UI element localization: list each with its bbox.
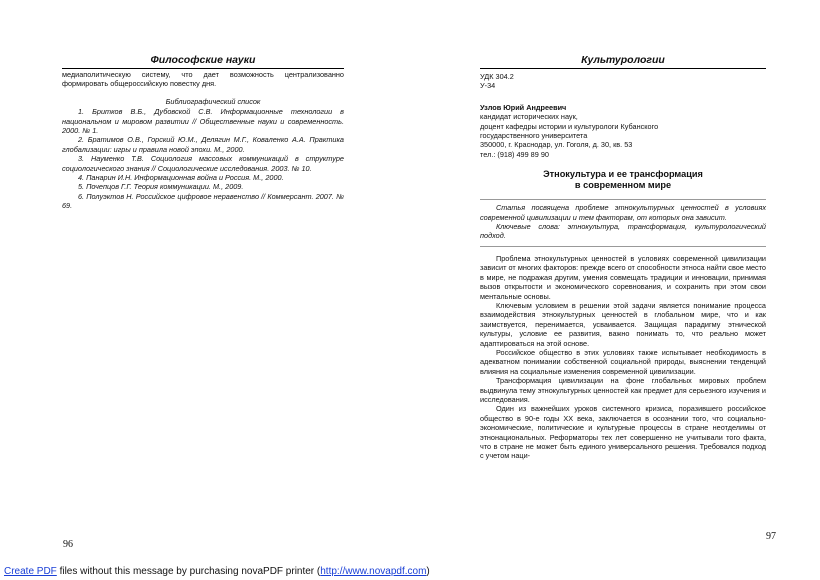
right-page (410, 0, 820, 560)
footer-close-paren: ) (426, 566, 430, 577)
pdf-watermark-footer (4, 566, 430, 577)
keywords-text: Ключевые слова: этнокультура, трансформация, культурологический подход. (480, 222, 766, 241)
article-title-line: Этнокультура и ее трансформация (543, 169, 703, 180)
udk-code: УДК 304.2 (480, 72, 514, 81)
right-column (480, 72, 766, 461)
author-name: Узлов Юрий Андреевич (480, 102, 567, 112)
bibliography-title: Библиографический список (165, 96, 261, 106)
bibliography-item: 2. Братимов О.В., Горский Ю.М., Делягин М.Г., Коваленко А.А. Практика глобализации: игры и правила новой эпохи. М., 2000. (62, 135, 344, 154)
footer-text: files without this message by purchasing novaPDF printer ( (56, 566, 321, 577)
author-info-line: доцент кафедры истории и культурологи Кубанского (480, 121, 659, 131)
author-info-line: государственного университета (480, 131, 588, 141)
abstract-text: Статья посвящена проблеме этнокультурных ценностей в условиях современной цивилизации и тем факторам, от которых она зависит. (480, 203, 766, 222)
left-column (62, 70, 344, 211)
bibliography-item: 1. Бритков В.Б., Дубовской С.В. Информационные технологии в национальном и мировом развитии // Общественные науки и современность. 2000. № 1. (62, 107, 344, 136)
continuation-text: медиаполитическую систему, что дает возможность централизованно формировать общероссийскую повестку дня. (62, 70, 344, 89)
novapdf-url-link[interactable]: http://www.novapdf.com (320, 566, 427, 577)
running-head-left: Философские науки (62, 54, 344, 69)
body-paragraph: Ключевым условием в решении этой задачи является понимание процесса взаимодействия этнокультурных ценностей в глобальном мире, что и как заимствуется, перенимается, усваивается. Защищая парадигму этнической культуры, условие ее развития, важно понимать то, что реально может адаптироваться на этой основе. (480, 300, 766, 348)
bibliography-list (62, 107, 344, 210)
author-info-line: 350000, г. Краснодар, ул. Гоголя, д. 30, кв. 53 (480, 140, 633, 150)
page-number-left: 96 (63, 539, 73, 550)
body-paragraph: Российское общество в этих условиях также испытывает необходимость в адекватном понимании собственной социальной природы, выяснении тенденций влияния на социальные изменения современной цивилизации. (480, 347, 766, 376)
page-number-right: 97 (766, 531, 776, 542)
article-title-line: в современном мире (574, 180, 672, 191)
body-paragraph: Трансформация цивилизации на фоне глобальных мировых проблем выдвинула тему этнокультурных ценностей как предмет для серьезного изучения и исследования. (480, 376, 766, 404)
left-page (0, 0, 410, 560)
bibliography-item: 6. Полуэктов Н. Российское цифровое неравенство // Коммерсант. 2007. № 69. (62, 191, 344, 211)
body-paragraph: Один из важнейших уроков системного кризиса, поразившего российское общество в 90-е годы XX века, заключается в осознании того, что социально-экономические, политические и культурные процессы в стране неотделимы от этнонациональных. Реформаторы тех лет совершенно не учитывали того факта, что в стране не может быть единого универсального решения. Требовался подход с учетом наци- (480, 404, 766, 461)
bbk-code: У-34 (480, 81, 496, 91)
article-title (480, 169, 766, 191)
article-body (480, 254, 766, 461)
bibliography-item: 4. Панарин И.Н. Информационная война и Россия. М., 2000. (78, 173, 284, 183)
create-pdf-link[interactable]: Create PDF (4, 566, 57, 577)
author-info (480, 112, 766, 159)
abstract-block (480, 199, 766, 247)
body-paragraph: Проблема этнокультурных ценностей в условиях современной цивилизации зависит от многих факторов: прежде всего от способности этноса найти свое место в мире, не подражая другим, умения совмещать традиции и инновации, принимая вызов открытости и экономического соревнования, и сохранить при этом свои ментальные основы. (480, 253, 766, 301)
bibliography-item: 5. Почепцов Г.Г. Теория коммуникации. М., 2009. (78, 182, 244, 192)
author-info-line: кандидат исторических наук, (480, 112, 578, 122)
author-info-line: тел.: (918) 499 89 90 (480, 149, 549, 159)
bibliography-item: 3. Науменко Т.В. Социология массовых коммуникаций в структуре социологического знания // Социологические исследования. 2003. № 10. (62, 154, 344, 173)
running-head-right: Культурологии (480, 54, 766, 69)
